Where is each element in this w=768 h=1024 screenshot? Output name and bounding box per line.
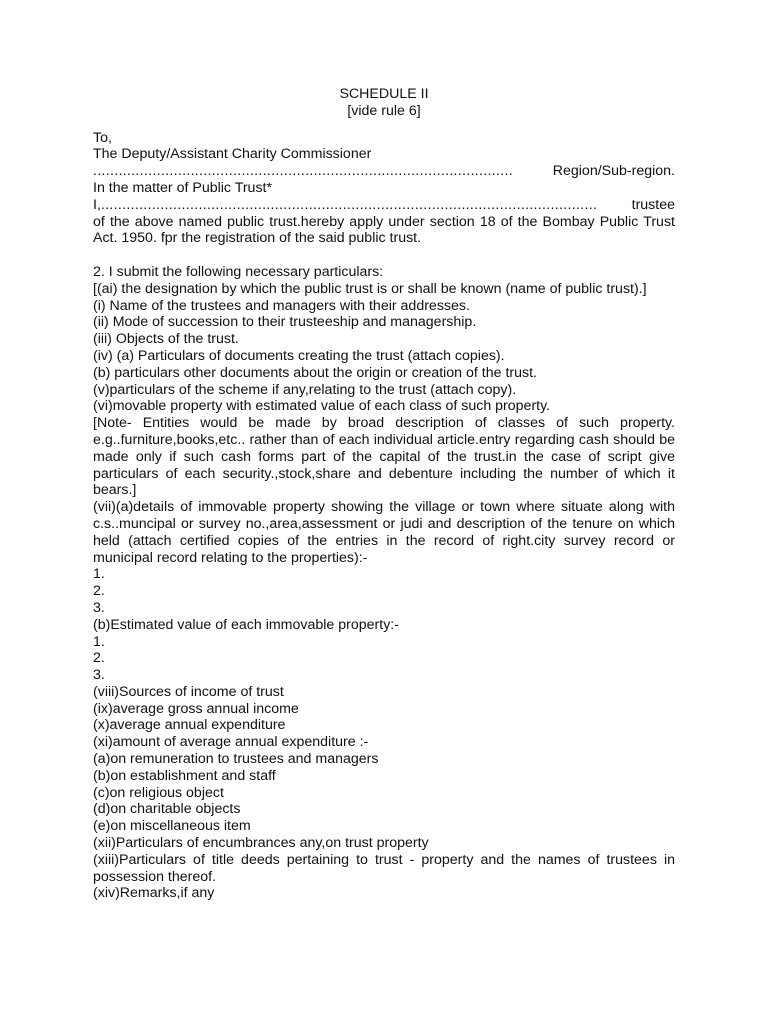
particular-item: (i) Name of the trustees and managers with their addresses. bbox=[93, 297, 470, 314]
region-line bbox=[93, 163, 675, 180]
particulars-intro: 2. I submit the following necessary particulars: bbox=[93, 263, 384, 280]
particular-item: (x)average annual expenditure bbox=[93, 717, 286, 734]
salutation: To, bbox=[93, 129, 112, 146]
numbered-blank: 2. bbox=[93, 650, 105, 667]
region-blank: ................................................................................................... bbox=[93, 163, 513, 180]
numbered-blank: 1. bbox=[93, 566, 105, 583]
particular-item: (b) particulars other documents about the origin or creation of the trust. bbox=[93, 364, 537, 381]
particular-item: (b)on establishment and staff bbox=[93, 767, 276, 784]
region-label: Region/Sub-region. bbox=[552, 163, 675, 180]
numbered-blank: 3. bbox=[93, 667, 105, 684]
particular-item: (v)particulars of the scheme if any,relating to the trust (attach copy). bbox=[93, 381, 517, 398]
rule-reference: [vide rule 6] bbox=[347, 102, 421, 119]
particular-item: (a)on remuneration to trustees and managers bbox=[93, 751, 379, 768]
particular-item: (iii) Objects of the trust. bbox=[93, 331, 239, 348]
applicant-prefix: I, bbox=[93, 196, 101, 213]
schedule-title: SCHEDULE II bbox=[339, 86, 429, 102]
particular-item: (d)on charitable objects bbox=[93, 801, 241, 818]
applicant-suffix: trustee bbox=[631, 196, 675, 213]
particular-item: (e)on miscellaneous item bbox=[93, 818, 251, 835]
note-paragraph: [Note- Entities would be made by broad description of classes of such property. e.g..furniture,books,etc.. rather than of each individual article.entry regarding cash should be made only if such cash forms part of the capital of the trust.in the case of script give particulars of each security.,stock,share and debenture including the number of which it bears.] bbox=[93, 415, 675, 499]
spacer bbox=[93, 247, 675, 264]
numbered-blank: 2. bbox=[93, 583, 105, 600]
applicant-blank: ..................................................................................................................... bbox=[100, 196, 598, 213]
particular-item: (b)Estimated value of each immovable property:- bbox=[93, 616, 399, 633]
particular-item: (xi)amount of average annual expenditure :- bbox=[93, 734, 369, 751]
particular-item: (vii)(a)details of immovable property showing the village or town where situate along with c.s..muncipal or survey no.,area,assessment or judi and description of the tenure on which held (attach certified copies of the entries in the record of right.city survey record or municipal record relating to the properties):- bbox=[93, 499, 675, 566]
numbered-blank: 3. bbox=[93, 599, 105, 616]
document-page bbox=[93, 86, 675, 902]
particular-item: (xii)Particulars of encumbrances any,on trust property bbox=[93, 835, 429, 852]
numbered-blank: 1. bbox=[93, 633, 105, 650]
application-statement: of the above named public trust.hereby apply under section 18 of the Bombay Public Trust Act. 1950. fpr the registration of the said public trust. bbox=[93, 213, 675, 247]
particular-item: (ix)average gross annual income bbox=[93, 700, 299, 717]
particular-item: (xiv)Remarks,if any bbox=[93, 885, 215, 902]
particular-item: (c)on religious object bbox=[93, 784, 224, 801]
particular-item: (xiii)Particulars of title deeds pertaining to trust - property and the names of trustees in possession thereof. bbox=[93, 851, 675, 885]
particular-item: (viii)Sources of income of trust bbox=[93, 683, 284, 700]
applicant-line bbox=[93, 197, 675, 214]
particular-item: [(ai) the designation by which the public trust is or shall be known (name of public trust).] bbox=[93, 280, 647, 297]
particular-item: (iv) (a) Particulars of documents creating the trust (attach copies). bbox=[93, 347, 505, 364]
particular-item: (vi)movable property with estimated value of each class of such property. bbox=[93, 398, 551, 415]
recipient-title: The Deputy/Assistant Charity Commissioner bbox=[93, 146, 372, 163]
matter-line: In the matter of Public Trust* bbox=[93, 179, 272, 196]
particular-item: (ii) Mode of succession to their trusteeship and managership. bbox=[93, 314, 477, 331]
